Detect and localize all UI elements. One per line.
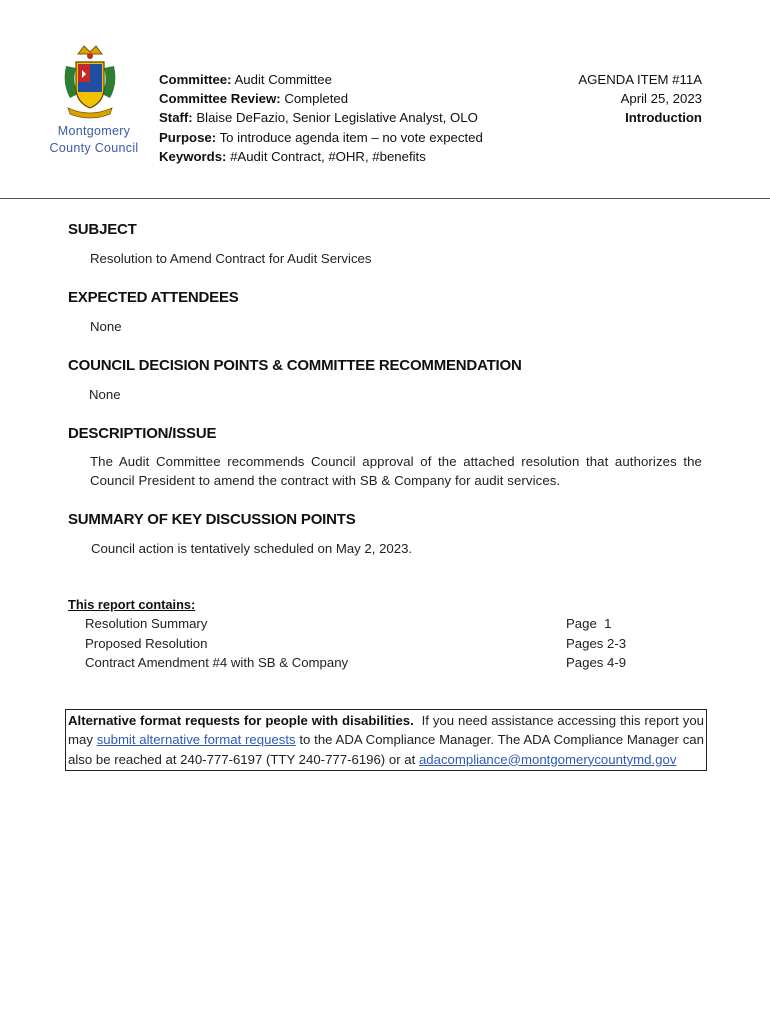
accessibility-notice (65, 709, 707, 771)
keywords-value: #Audit Contract, #OHR, #benefits (230, 148, 426, 164)
notice-text-1: If you need assistance accessing this report you may (68, 713, 704, 748)
agenda-date: April 25, 2023 (620, 91, 702, 107)
subject-heading: SUBJECT (68, 221, 137, 238)
staff-value: Blaise DeFazio, Senior Legislative Analyst, OLO (196, 110, 478, 126)
meta-block (159, 70, 483, 166)
meta-committee (159, 70, 483, 89)
header-divider (0, 198, 770, 199)
contents-item: Proposed Resolution (85, 635, 208, 651)
contents-item: Resolution Summary (85, 616, 208, 631)
committee-value: Audit Committee (234, 72, 332, 87)
contents-page-ref: Pages 4-9 (566, 655, 627, 670)
notice-text-2: to the ADA Compliance Manager. The ADA Compliance Manager can also be reached at 240-777-6197 (TTY 240-777-6196) or at (68, 732, 704, 767)
summary-text: Council action is tentatively scheduled on May 2, 2023. (91, 541, 413, 556)
org-name-line2: County Council (49, 141, 139, 155)
decision-text: None (89, 387, 121, 402)
notice-lead: Alternative format requests for people with disabilities. (68, 713, 414, 728)
attendees-text: None (90, 319, 122, 334)
review-value: Completed (284, 91, 349, 107)
meta-keywords (159, 147, 483, 166)
attendees-heading: EXPECTED ATTENDEES (68, 289, 239, 306)
committee-label: Committee: (159, 72, 232, 87)
description-heading: DESCRIPTION/ISSUE (68, 425, 217, 442)
keywords-label: Keywords: (159, 148, 227, 164)
org-name (42, 123, 146, 157)
contents-page-ref: Page 1 (566, 616, 612, 631)
meta-staff (159, 108, 483, 127)
org-name-line1: Montgomery (57, 124, 131, 138)
description-text: The Audit Committee recommends Council approval of the attached resolution that authorizes the Council President to amend the contract with SB & Company for audit services. (90, 454, 702, 488)
agenda-item-number: AGENDA ITEM #11A (578, 72, 702, 87)
meta-purpose (159, 128, 483, 147)
meta-review (159, 89, 483, 108)
contents-page-ref: Pages 2-3 (566, 635, 627, 651)
contents-heading: This report contains: (68, 597, 196, 612)
contents-pages (566, 614, 626, 673)
alternative-format-link[interactable]: submit alternative format requests (96, 732, 296, 748)
purpose-value: To introduce agenda item – no vote expected (219, 129, 483, 145)
agenda-stage: Introduction (625, 110, 702, 126)
purpose-label: Purpose: (159, 129, 217, 145)
ada-email-link[interactable]: adacompliance@montgomerycountymd.gov (418, 751, 677, 767)
review-label: Committee Review: (159, 91, 281, 107)
contents-item: Contract Amendment #4 with SB & Company (85, 655, 349, 670)
contents-list (85, 614, 348, 673)
summary-heading: SUMMARY OF KEY DISCUSSION POINTS (68, 511, 356, 528)
subject-text: Resolution to Amend Contract for Audit Services (90, 251, 372, 266)
county-seal-logo (58, 44, 122, 122)
staff-label: Staff: (159, 110, 193, 126)
decision-heading: COUNCIL DECISION POINTS & COMMITTEE RECOMMENDATION (68, 357, 522, 374)
agenda-block (578, 70, 702, 128)
